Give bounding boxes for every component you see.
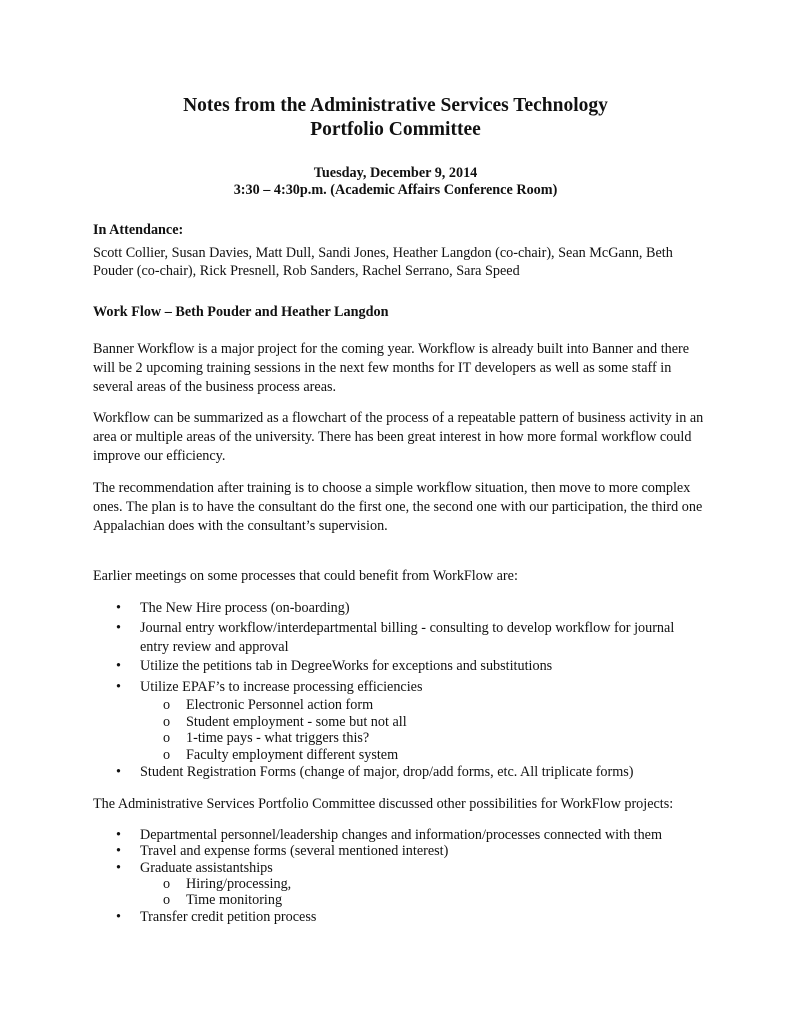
list-item: Travel and expense forms (several mentioned interest) [140,843,449,859]
list-item: Journal entry workflow/interdepartmental billing - consulting to develop workflow for journal [140,620,675,636]
attendance-heading: In Attendance: [93,222,184,238]
list-item: Utilize the petitions tab in DegreeWorks for exceptions and substitutions [140,658,553,674]
document-title-line-1: Notes from the Administrative Services Technology [183,95,608,116]
sub-bullet-marker: o [163,876,171,892]
sub-bullet-marker: o [163,714,171,730]
sub-bullet-marker: o [163,747,171,763]
workflow-paragraph-2: Workflow can be summarized as a flowchart of the process of a repeatable pattern of business activity in an area or multiple areas of the university. There has been great interest in how more formal workflow could improve our efficiency. [93,410,704,464]
bullet-marker: • [116,679,121,695]
sub-list-item: 1-time pays - what triggers this? [186,730,370,746]
meeting-date: Tuesday, December 9, 2014 [313,165,478,181]
list-item: Departmental personnel/leadership changes and information/processes connected with them [140,827,663,843]
list-item: Student Registration Forms (change of major, drop/add forms, etc. All triplicate forms) [140,764,634,780]
bullet-marker: • [116,658,121,674]
bullet-marker: • [116,600,121,616]
list-item: The New Hire process (on-boarding) [140,600,350,616]
workflow-paragraph-1: Banner Workflow is a major project for the coming year. Workflow is already built into Banner and there will be 2 upcoming training sessions in the next few months for IT developers as well as some staff in several areas of the business process areas. [93,341,690,395]
list-item: Graduate assistantships [140,860,273,876]
list-item: Utilize EPAF’s to increase processing efficiencies [140,679,423,695]
sub-list-item: Electronic Personnel action form [186,697,374,713]
earlier-meetings-intro: Earlier meetings on some processes that could benefit from WorkFlow are: [93,568,518,584]
sub-bullet-marker: o [163,730,171,746]
bullet-marker: • [116,764,121,780]
list-item: Transfer credit petition process [140,909,317,925]
bullet-marker: • [116,909,121,925]
bullet-marker: • [116,620,121,636]
sub-list-item: Faculty employment different system [186,747,399,763]
bullet-marker: • [116,843,121,859]
attendance-list-line-1: Scott Collier, Susan Davies, Matt Dull, Sandi Jones, Heather Langdon (co-chair), Sean McGann, Beth [93,245,673,261]
sub-list-item: Hiring/processing, [186,876,292,892]
document-title-line-2: Portfolio Committee [310,119,481,140]
workflow-paragraph-3: The recommendation after training is to choose a simple workflow situation, then move to more complex ones. The plan is to have the consultant do the first one, the second one with our participation, the third one Appalachian does with the consultant’s supervision. [93,480,703,534]
workflow-heading: Work Flow – Beth Pouder and Heather Langdon [93,304,389,320]
sub-bullet-marker: o [163,697,171,713]
bullet-marker: • [116,860,121,876]
list-item-continuation: entry review and approval [140,639,289,655]
bullet-marker: • [116,827,121,843]
committee-discussion-intro: The Administrative Services Portfolio Committee discussed other possibilities for WorkFlow projects: [93,796,674,812]
meeting-time-location: 3:30 – 4:30p.m. (Academic Affairs Conference Room) [233,182,558,198]
sub-list-item: Student employment - some but not all [186,714,407,730]
sub-list-item: Time monitoring [186,892,283,908]
attendance-list-line-2: Pouder (co-chair), Rick Presnell, Rob Sanders, Rachel Serrano, Sara Speed [93,263,520,279]
sub-bullet-marker: o [163,892,171,908]
